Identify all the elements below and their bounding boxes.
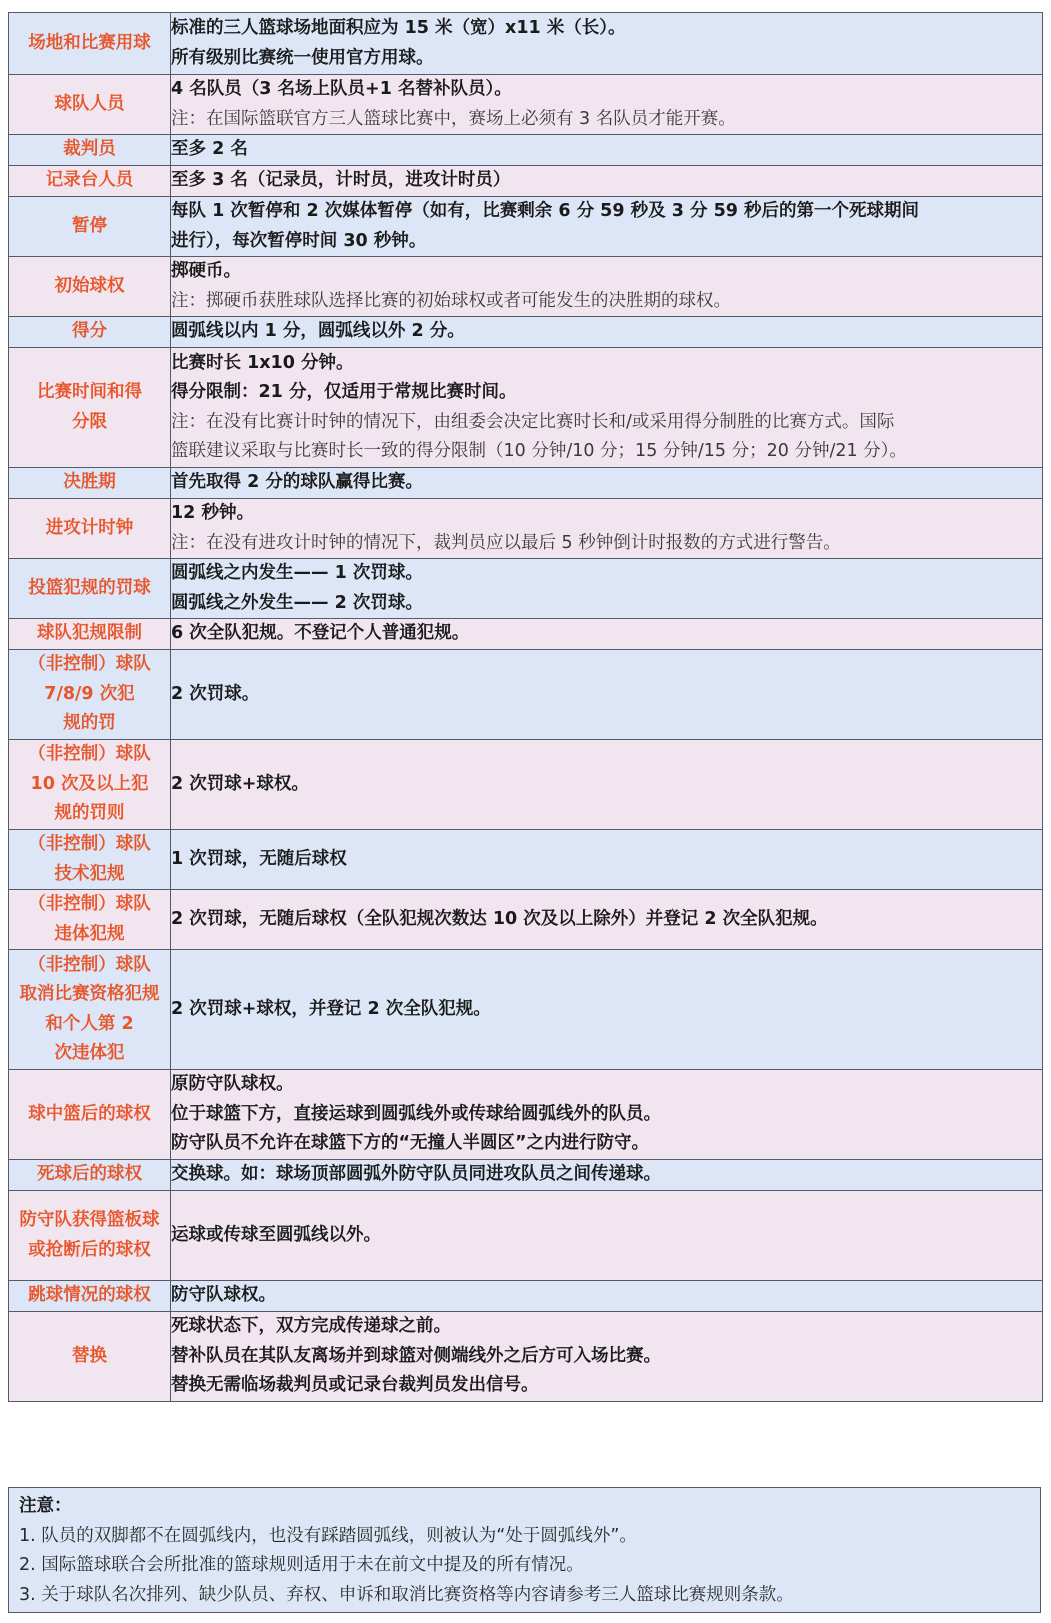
- row-label: [9, 166, 171, 197]
- row-label: [9, 197, 171, 257]
- table-row: [9, 468, 1043, 499]
- table-row: [9, 1281, 1043, 1312]
- row-value-line: 所有级别比赛统一使用官方用球。: [171, 47, 434, 68]
- row-label-text: 暂停: [72, 215, 107, 236]
- row-value: [171, 619, 1043, 650]
- row-value: [171, 559, 1043, 619]
- row-label-text: 跳球情况的球权: [28, 1285, 151, 1306]
- row-value-line: 标准的三人篮球场地面积应为 15 米（宽）x11 米（长）。: [171, 18, 626, 38]
- row-label: [9, 559, 171, 619]
- table-row: [9, 75, 1043, 135]
- row-value: [171, 468, 1043, 499]
- row-value-line: 替换无需临场裁判员或记录台裁判员发出信号。: [171, 1375, 539, 1396]
- row-value-line: 6 次全队犯规。不登记个人普通犯规。: [171, 623, 470, 644]
- row-note-line: 注：在没有比赛计时钟的情况下，由组委会决定比赛时长和/或采用得分制胜的比赛方式。国际: [171, 411, 895, 432]
- row-value: [171, 1191, 1043, 1281]
- row-label: [9, 890, 171, 950]
- table-row: [9, 499, 1043, 559]
- row-label-text: 得分: [72, 321, 107, 342]
- row-value-line: 至多 2 名: [171, 139, 248, 160]
- row-label-text: （非控制）球队 技术犯规: [28, 834, 151, 884]
- row-value: [171, 197, 1043, 257]
- row-label-text: 进攻计时钟: [45, 517, 134, 538]
- row-label: [9, 830, 171, 890]
- row-value-line: 2 次罚球+球权，并登记 2 次全队犯规。: [171, 998, 491, 1019]
- row-value-line: 进行），每次暂停时间 30 秒钟。: [171, 230, 427, 251]
- table-row: [9, 1070, 1043, 1160]
- row-label-text: 球队犯规限制: [37, 623, 142, 644]
- row-value-line: 防守队球权。: [171, 1285, 276, 1306]
- row-label-text: 防守队获得篮板球 或抢断后的球权: [19, 1210, 160, 1260]
- row-label-text: 死球后的球权: [37, 1164, 142, 1185]
- row-label: [9, 1070, 171, 1160]
- row-value-line: 圆弧线之内发生—— 1 次罚球。: [171, 563, 423, 583]
- row-value-line: 2 次罚球+球权。: [171, 773, 309, 794]
- table-row: [9, 317, 1043, 348]
- row-value: [171, 650, 1043, 740]
- row-value-line: 掷硬币。: [171, 261, 241, 281]
- row-value-line: 4 名队员（3 名场上队员+1 名替补队员）。: [171, 79, 512, 99]
- table-row: [9, 559, 1043, 619]
- table-row: [9, 1160, 1043, 1191]
- row-value: [171, 75, 1043, 135]
- row-value-line: 死球状态下，双方完成传递球之前。: [171, 1316, 451, 1337]
- table-row: [9, 1191, 1043, 1281]
- row-note-line: 注：在没有进攻计时钟的情况下，裁判员应以最后 5 秒钟倒计时报数的方式进行警告。: [171, 532, 841, 553]
- row-label: [9, 348, 171, 468]
- table-row: [9, 890, 1043, 950]
- row-value: [171, 1312, 1043, 1402]
- row-label-text: 比赛时间和得 分限: [37, 382, 142, 432]
- note-item-2: 2. 国际篮球联合会所批准的篮球规则适用于未在前文中提及的所有情况。: [19, 1555, 584, 1575]
- row-value: [171, 830, 1043, 890]
- row-value-line: 2 次罚球，无随后球权（全队犯规次数达 10 次及以上除外）并登记 2 次全队犯规。: [171, 908, 828, 929]
- row-label: [9, 1312, 171, 1402]
- row-label: [9, 740, 171, 830]
- row-value: [171, 135, 1043, 166]
- row-value: [171, 166, 1043, 197]
- table-row: [9, 950, 1043, 1070]
- row-label: [9, 499, 171, 559]
- row-label-text: 替换: [72, 1345, 107, 1366]
- table-row: [9, 1312, 1043, 1402]
- row-value-line: 比赛时长 1x10 分钟。: [171, 352, 354, 373]
- row-value-line: 得分限制：21 分，仅适用于常规比赛时间。: [171, 382, 517, 402]
- row-label: [9, 1191, 171, 1281]
- rules-table-body: [9, 13, 1043, 1402]
- row-label: [9, 650, 171, 740]
- row-value: [171, 13, 1043, 75]
- row-label-text: （非控制）球队 7/8/9 次犯 规的罚: [28, 654, 151, 734]
- row-label-text: 投篮犯规的罚球: [28, 577, 151, 598]
- row-value-line: 原防守队球权。: [171, 1074, 294, 1095]
- row-value-line: 替补队员在其队友离场并到球篮对侧端线外之后方可入场比赛。: [171, 1345, 661, 1366]
- row-value: [171, 1070, 1043, 1160]
- row-label-text: （非控制）球队 取消比赛资格犯规 和个人第 2 次违体犯: [19, 954, 160, 1063]
- row-label: [9, 1160, 171, 1191]
- row-value: [171, 890, 1043, 950]
- row-label: [9, 135, 171, 166]
- row-label: [9, 75, 171, 135]
- table-row: [9, 166, 1043, 197]
- row-value: [171, 950, 1043, 1070]
- row-label-text: 决胜期: [63, 472, 116, 493]
- row-value-line: 圆弧线以内 1 分，圆弧线以外 2 分。: [171, 321, 465, 342]
- row-label-text: 裁判员: [63, 139, 116, 160]
- row-value-line: 1 次罚球，无随后球权: [171, 848, 347, 869]
- row-value: [171, 1281, 1043, 1312]
- row-value: [171, 740, 1043, 830]
- row-note-line: 注：在国际篮联官方三人篮球比赛中，赛场上必须有 3 名队员才能开赛。: [171, 108, 736, 129]
- row-value-line: 运球或传球至圆弧线以外。: [171, 1224, 381, 1245]
- table-row: [9, 197, 1043, 257]
- row-value-line: 防守队员不允许在球篮下方的“无撞人半圆区”之内进行防守。: [171, 1133, 650, 1154]
- row-label: [9, 619, 171, 650]
- row-value-line: 2 次罚球。: [171, 683, 260, 704]
- table-row: [9, 13, 1043, 75]
- row-value: [171, 348, 1043, 468]
- row-value: [171, 257, 1043, 317]
- notes-box: [8, 1487, 1041, 1613]
- table-row: [9, 135, 1043, 166]
- note-item-1: 1. 队员的双脚都不在圆弧线内，也没有踩踏圆弧线，则被认为“处于圆弧线外”。: [19, 1525, 637, 1546]
- table-row: [9, 619, 1043, 650]
- note-item-3: 3. 关于球队名次排列、缺少队员、弃权、申诉和取消比赛资格等内容请参考三人篮球比赛规则条款。: [19, 1584, 794, 1605]
- row-value-line: 12 秒钟。: [171, 503, 254, 523]
- row-value-line: 每队 1 次暂停和 2 次媒体暂停（如有，比赛剩余 6 分 59 秒及 3 分 59 秒后的第一个死球期间: [171, 201, 920, 221]
- table-row: [9, 348, 1043, 468]
- row-label-text: 初始球权: [54, 275, 125, 296]
- notes-title: 注意：: [19, 1496, 72, 1516]
- row-label: [9, 257, 171, 317]
- row-note-line: 注：掷硬币获胜球队选择比赛的初始球权或者可能发生的决胜期的球权。: [171, 290, 731, 311]
- table-row: [9, 830, 1043, 890]
- row-label: [9, 13, 171, 75]
- table-row: [9, 650, 1043, 740]
- row-note-line: 篮联建议采取与比赛时长一致的得分限制（10 分钟/10 分；15 分钟/15 分；20 分钟/21 分）。: [171, 441, 907, 461]
- rules-table: [8, 12, 1043, 1402]
- row-value-line: 至多 3 名（记录员，计时员，进攻计时员）: [171, 170, 511, 191]
- table-row: [9, 257, 1043, 317]
- row-value-line: 圆弧线之外发生—— 2 次罚球。: [171, 592, 423, 613]
- row-label-text: 球中篮后的球权: [28, 1103, 151, 1124]
- row-label-text: （非控制）球队 10 次及以上犯 规的罚则: [28, 744, 151, 824]
- row-label-text: 记录台人员: [45, 170, 134, 191]
- row-label: [9, 468, 171, 499]
- row-value-line: 位于球篮下方，直接运球到圆弧线外或传球给圆弧线外的队员。: [171, 1103, 661, 1124]
- row-value: [171, 317, 1043, 348]
- row-label-text: 场地和比赛用球: [28, 32, 151, 53]
- row-value: [171, 499, 1043, 559]
- row-label-text: 球队人员: [54, 93, 125, 114]
- table-row: [9, 740, 1043, 830]
- row-label: [9, 317, 171, 348]
- row-value: [171, 1160, 1043, 1191]
- row-value-line: 交换球。如：球场顶部圆弧外防守队员同进攻队员之间传递球。: [171, 1164, 661, 1185]
- row-label-text: （非控制）球队 违体犯规: [28, 894, 151, 944]
- row-value-line: 首先取得 2 分的球队赢得比赛。: [171, 472, 423, 493]
- row-label: [9, 1281, 171, 1312]
- row-label: [9, 950, 171, 1070]
